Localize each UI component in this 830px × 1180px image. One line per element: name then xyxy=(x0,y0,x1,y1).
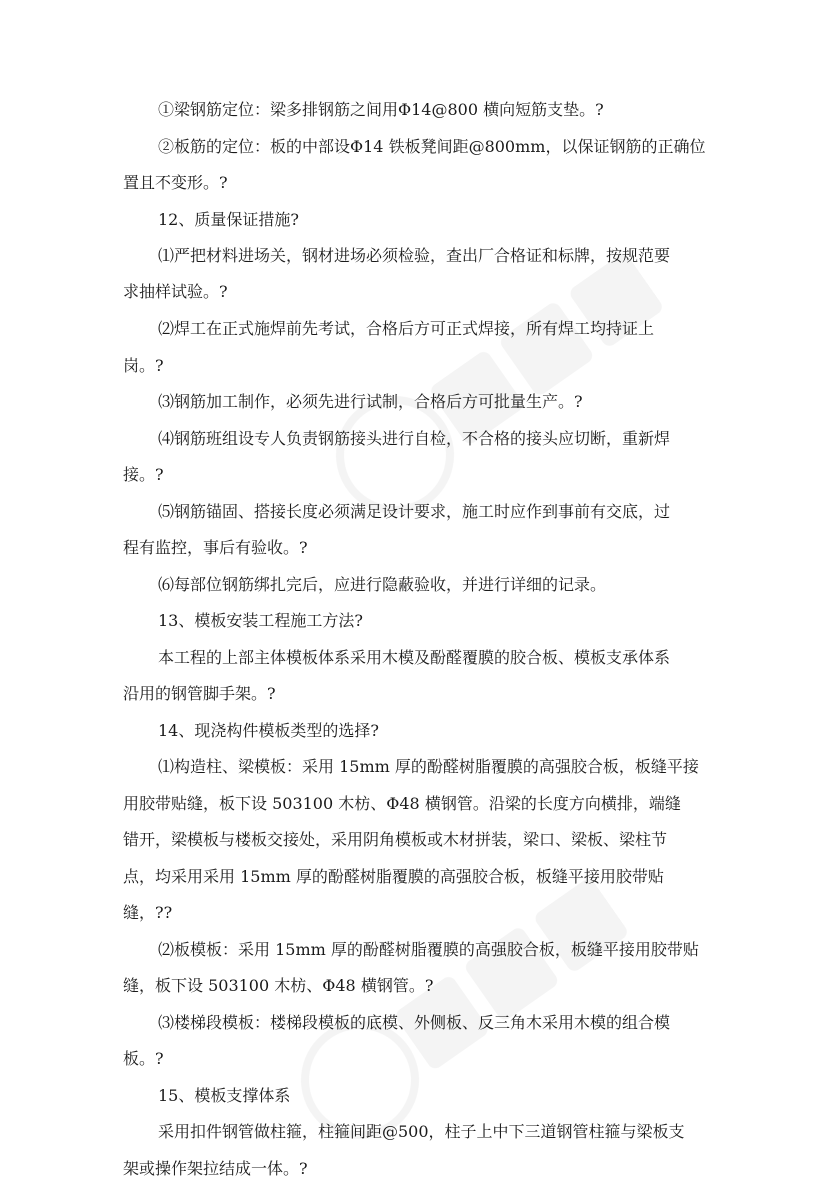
text-line: ②板筋的定位：板的中部设Φ14 铁板凳间距@800mm，以保证钢筋的正确位 xyxy=(158,137,706,156)
text-line: ⑵板模板：采用 15mm 厚的酚醛树脂覆膜的高强胶合板，板缝平接用胶带贴 xyxy=(158,940,699,959)
text-line: ⑶钢筋加工制作，必须先进行试制，合格后方可批量生产。? xyxy=(158,392,583,411)
text-line: 接。? xyxy=(123,465,164,484)
text-line: 缝，板下设 503100 木枋、Φ48 横钢管。? xyxy=(123,976,434,995)
section-heading: 12、质量保证措施? xyxy=(158,210,299,229)
text-line: 程有监控，事后有验收。? xyxy=(123,538,308,557)
text-line: ⑵焊工在正式施焊前先考试，合格后方可正式焊接，所有焊工均持证上 xyxy=(158,319,655,338)
section-heading: 13、模板安装工程施工方法? xyxy=(158,611,363,630)
text-line: 缝，?? xyxy=(123,903,173,922)
text-line: 采用扣件钢管做柱箍，柱箍间距@500，柱子上中下三道钢管柱箍与梁板支 xyxy=(158,1122,685,1141)
text-line: 错开，梁模板与楼板交接处，采用阴角模板或木材拼装，梁口、梁板、梁柱节 xyxy=(123,830,668,849)
text-line: 本工程的上部主体模板体系采用木模及酚醛覆膜的胶合板、模板支承体系 xyxy=(158,648,671,667)
text-line: 置且不变形。? xyxy=(123,173,228,192)
section-heading: 14、现浇构件模板类型的选择? xyxy=(158,721,379,740)
text-line: 点，均采用采用 15mm 厚的酚醛树脂覆膜的高强胶合板，板缝平接用胶带贴 xyxy=(123,867,664,886)
text-line: 用胶带贴缝，板下设 503100 木枋、Φ48 横钢管。沿梁的长度方向横排，端缝 xyxy=(123,794,681,813)
section-heading: 15、模板支撑体系 xyxy=(158,1086,291,1105)
text-line: 求抽样试验。? xyxy=(123,282,228,301)
text-line: 岗。? xyxy=(123,356,164,375)
text-line: 沿用的钢管脚手架。? xyxy=(123,684,276,703)
text-line: 架或操作架拉结成一体。? xyxy=(123,1159,308,1178)
text-line: ①梁钢筋定位：梁多排钢筋之间用Φ14@800 横向短筋支垫。? xyxy=(158,100,604,119)
text-line: ⑴严把材料进场关，钢材进场必须检验，查出厂合格证和标牌，按规范要 xyxy=(158,246,671,265)
text-line: ⑹每部位钢筋绑扎完后，应进行隐蔽验收，并进行详细的记录。 xyxy=(158,575,607,594)
text-line: ⑶楼梯段模板：楼梯段模板的底模、外侧板、反三角木采用木模的组合模 xyxy=(158,1013,671,1032)
text-line: ⑷钢筋班组设专人负责钢筋接头进行自检，不合格的接头应切断，重新焊 xyxy=(158,429,671,448)
text-line: 板。? xyxy=(123,1049,164,1068)
text-line: ⑸钢筋锚固、搭接长度必须满足设计要求，施工时应作到事前有交底，过 xyxy=(158,502,671,521)
text-line: ⑴构造柱、梁模板：采用 15mm 厚的酚醛树脂覆膜的高强胶合板，板缝平接 xyxy=(158,757,699,776)
